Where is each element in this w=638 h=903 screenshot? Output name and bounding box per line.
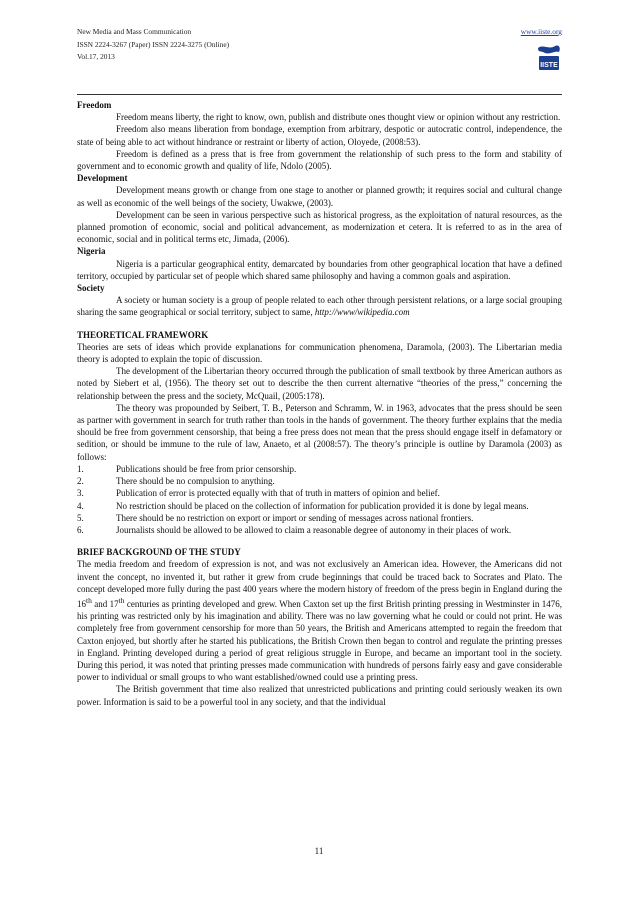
theory-paragraph-2: The development of the Libertarian theory occurred through the publication of small textbook by three American authors as noted by Siebert et al, (1956). The theory set out to describe the then current alternative “theories of the press,” concerning the relationship between the press and the society, McQuail, (2005:178). <box>77 366 562 401</box>
logo-text: IISTE <box>540 62 558 69</box>
theory-paragraph-3: The theory was propounded by Seibert, T. B., Peterson and Schramm, W. in 1963, advocates that the press should be seen as partner with government in search for truth rather than tools in the hands of government. The theory further explains that the media should be free from government censorship, that being a free press does not mean that the press should engage itself in defamatory or sedition, or should be immune to the rule of law, Anaeto, et al (2008:57). The theory’s principle is outline by Daramola (2003) as follows: <box>77 402 562 462</box>
society-paragraph-1 <box>77 294 562 318</box>
list-item: 2. There should be no compulsion to anything. <box>77 476 275 487</box>
page-number: 11 <box>314 846 324 856</box>
nigeria-paragraph-1: Nigeria is a particular geographical entity, demarcated by boundaries from other geographical location that have a defined territory, occupied by particular set of people which shared same philosophy and having a common goals and aspiration. <box>77 258 562 281</box>
article-body <box>77 99 562 708</box>
heading-theoretical-framework: THEORETICAL FRAMEWORK <box>77 329 209 340</box>
background-paragraph-1: The media freedom and freedom of expression is not, and was not exclusively an American idea. However, the Americans did not invent the concept, no invented it, but rather it grew from crude beginnings that could be traced back to Socrates and Plato. The concept developed more fully during the past 400 years where the modern history of freedom of the press begin in England during the 16th and 17th centuries as printing developed and grew. When Caxton set up the first British printing pressing in Westminster in 1476, his printing was restricted only by his imagination and ability. There was no law governing what he could or could not print. He was completely free from government censorship for more than 50 years, the British and Americans attempted to regain the freedom that Caxton enjoyed, but shortly after he started his publications, the British Crown then began to control and regulate the printing presses in England. Printing developed during a period of great religious struggle in Europe, and became an important tool in the society. During this period, it was noted that printing presses made communication with hundreds of persons fairly easy and gave considerable power to individual or small groups to who want established/owned could use a printing press. <box>77 559 562 683</box>
principles-list <box>77 463 562 536</box>
wikipedia-link[interactable]: http://www/wikipedia.com <box>314 307 410 318</box>
development-paragraph-2: Development can be seen in various perspective such as historical progress, as the exploitation of natural resources, as the planned promotion of economic, social and political advancement, as modernization et cetera. It is referred to as in the area of economic, social and in political terms etc, Jimada, (2006). <box>77 209 562 245</box>
development-paragraph-1: Development means growth or change from one stage to another or planned growth; it requires social and cultural change as well as economic of the well beings of the society, Uwakwe, (2003). <box>77 185 562 208</box>
list-item: 3. Publication of error is protected equally with that of truth in matters of opinion and belief. <box>77 488 440 499</box>
journal-name: New Media and Mass Communication <box>77 27 192 36</box>
page-header <box>77 26 562 64</box>
freedom-paragraph-1: Freedom means liberty, the right to know, own, publish and distribute ones thought view or opinion without any restriction. <box>116 112 561 123</box>
heading-brief-background: BRIEF BACKGROUND OF THE STUDY <box>77 547 241 558</box>
society-text: A society or human society is a group of people related to each other through persistent relations, or a large social grouping sharing the same geographical or social territory, subject to same, <box>77 295 562 318</box>
journal-website-link[interactable]: www.iiste.org <box>520 27 562 36</box>
header-divider <box>77 94 562 95</box>
issn-line: ISSN 2224-3267 (Paper) ISSN 2224-3275 (Online) <box>77 39 230 49</box>
background-paragraph-2: The British government that time also realized that unrestricted publications and printing could seriously weaken its own power. Information is said to be a powerful tool in any society, and that the individual <box>77 684 562 707</box>
theory-paragraph-1: Theories are sets of ideas which provide explanations for communication phenomena, Daramola, (2003). The Libertarian media theory is adopted to explain the topic of discussion. <box>77 341 562 365</box>
list-item: 4. No restriction should be placed on the collection of information for publication provided it is done by legal means. <box>77 500 529 511</box>
volume-line: Vol.17, 2013 <box>77 52 115 62</box>
heading-nigeria: Nigeria <box>77 246 106 257</box>
list-item: 1. Publications should be free from prior censorship. <box>77 463 297 474</box>
heading-freedom: Freedom <box>77 100 112 110</box>
freedom-paragraph-3: Freedom is defined as a press that is free from government the relationship of such press to the form and stability of government and to economic growth and quality of life, Ndolo (2005). <box>77 148 562 172</box>
iiste-logo-icon <box>535 44 563 73</box>
list-item: 6. Journalists should be allowed to be allowed to claim a reasonable degree of autonomy in their places of work. <box>77 524 512 535</box>
heading-society: Society <box>77 283 105 294</box>
list-item: 5. There should be no restriction on export or import or sending of messages across national frontiers. <box>77 512 474 523</box>
heading-development: Development <box>77 173 128 184</box>
freedom-paragraph-2: Freedom also means liberation from bondage, exemption from arbitrary, despotic or autocratic control, independence, the state of being able to act without hindrance or restraint or liberty of action, Oloyede, (2008:53). <box>77 124 562 147</box>
